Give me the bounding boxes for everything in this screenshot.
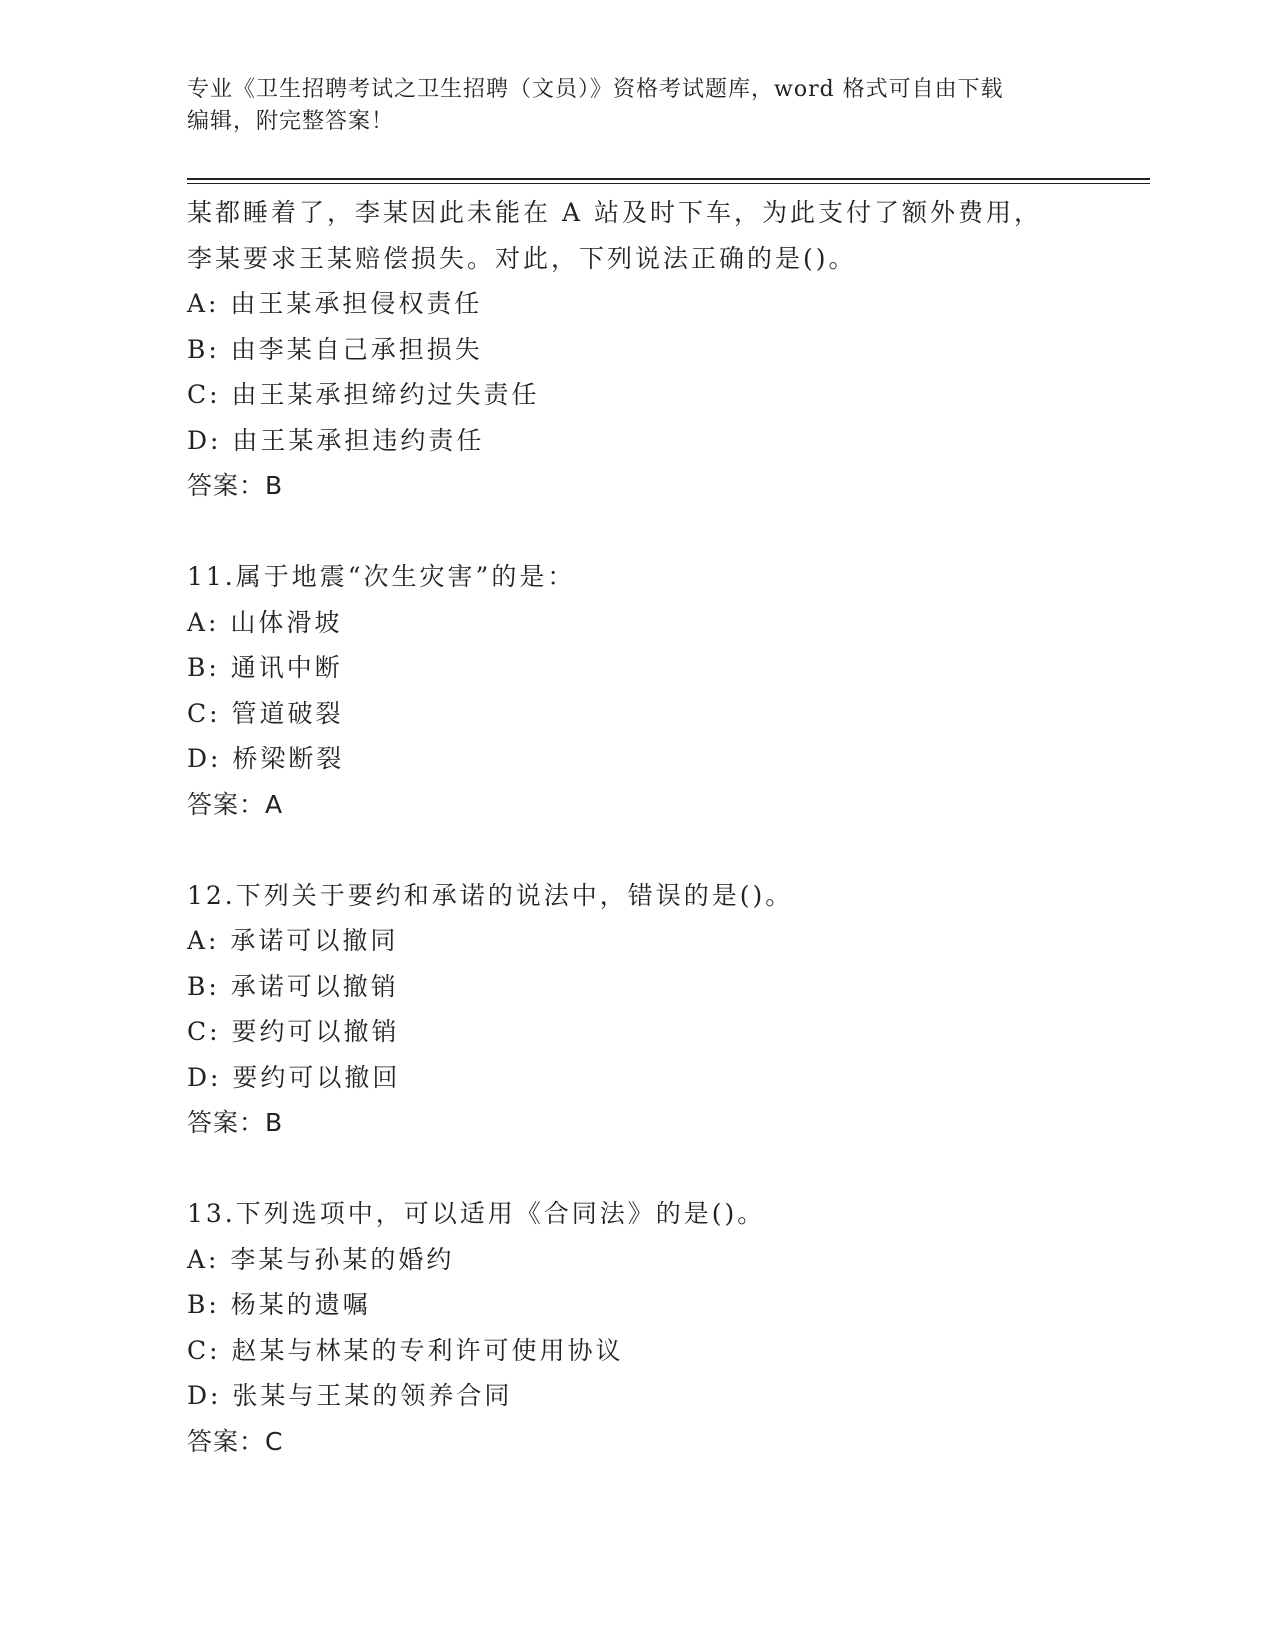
question-spacer [187, 827, 1117, 873]
answer-line: 答案：C [187, 1426, 284, 1456]
option-c: C: 由王某承担缔约过失责任 [187, 380, 540, 409]
option-c: C: 管道破裂 [187, 698, 344, 728]
header-divider-thin [187, 183, 1150, 184]
option-d: D: 要约可以撤回 [187, 1062, 401, 1092]
question-stem-continued: 李某要求王某赔偿损失。对此，下列说法正确的是()。 [187, 243, 857, 273]
option-a: A: 承诺可以撤同 [187, 926, 399, 955]
question-stem-continued: 某都睡着了，李某因此未能在 A 站及时下车，为此支付了额外费用， [187, 198, 1042, 227]
question-spacer [187, 509, 1117, 555]
option-d: D: 由王某承担违约责任 [187, 425, 485, 455]
question-12 [187, 873, 1117, 1146]
option-b: B: 由李某自己承担损失 [187, 334, 483, 364]
header-divider-thick [187, 178, 1150, 180]
question-11 [187, 554, 1117, 827]
answer-line: 答案：B [187, 1108, 284, 1137]
option-d: D: 张某与王某的领养合同 [187, 1381, 513, 1410]
option-a: A: 山体滑坡 [187, 607, 343, 637]
option-b: B: 杨某的遗嘱 [187, 1290, 371, 1319]
option-d: D: 桥梁断裂 [187, 744, 345, 773]
question-10 [187, 190, 1117, 509]
document-header [187, 74, 1087, 138]
option-c: C: 赵某与林某的专利许可使用协议 [187, 1335, 624, 1365]
option-b: B: 通讯中断 [187, 653, 343, 682]
answer-line: 答案：A [187, 789, 284, 819]
question-list [187, 190, 1117, 1464]
question-stem: 12.下列关于要约和承诺的说法中，错误的是()。 [187, 880, 794, 910]
option-a: A: 由王某承担侵权责任 [187, 289, 483, 318]
answer-line: 答案：B [187, 471, 284, 500]
header-line-2: 编辑，附完整答案！ [187, 109, 395, 134]
question-13 [187, 1191, 1117, 1464]
option-a: A: 李某与孙某的婚约 [187, 1244, 455, 1274]
question-spacer [187, 1146, 1117, 1192]
header-line-1: 专业《卫生招聘考试之卫生招聘（文员）》资格考试题库，word 格式可自由下载 [187, 77, 1004, 102]
question-stem: 13.下列选项中，可以适用《合同法》的是()。 [187, 1199, 766, 1228]
option-b: B: 承诺可以撤销 [187, 971, 399, 1001]
question-stem: 11.属于地震“次生灾害”的是： [187, 562, 576, 591]
option-c: C: 要约可以撤销 [187, 1017, 400, 1046]
